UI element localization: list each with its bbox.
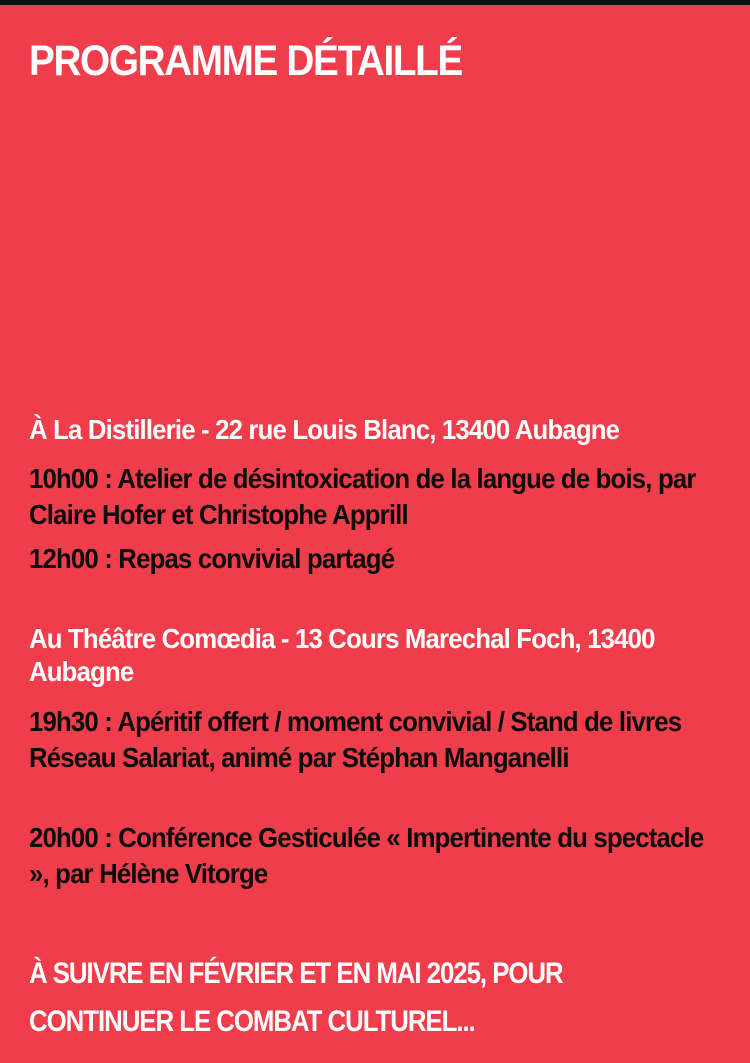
- footer-line-2: CONTINUER LE COMBAT CULTUREL...: [29, 1005, 475, 1038]
- event-repas: 12h00 : Repas convivial partagé: [29, 543, 395, 574]
- event-atelier: 10h00 : Atelier de désintoxication de la langue de bois, par Claire Hofer et Christophe Apprill: [29, 463, 696, 530]
- footer-line-1: À SUIVRE EN FÉVRIER ET EN MAI 2025, POUR: [29, 957, 563, 990]
- event-conference: 20h00 : Conférence Gesticulée « Impertinente du spectacle », par Hélène Vitorge: [29, 822, 704, 889]
- venue-distillerie: À La Distillerie - 22 rue Louis Blanc, 13400 Aubagne: [29, 414, 620, 445]
- page-title: PROGRAMME DÉTAILLÉ: [29, 37, 462, 85]
- venue-comoedia: Au Théâtre Comœdia - 13 Cours Marechal Foch, 13400 Aubagne: [29, 623, 655, 687]
- event-aperitif: 19h30 : Apéritif offert / moment convivial / Stand de livres Réseau Salariat, animé par Stéphan Manganelli: [29, 706, 682, 773]
